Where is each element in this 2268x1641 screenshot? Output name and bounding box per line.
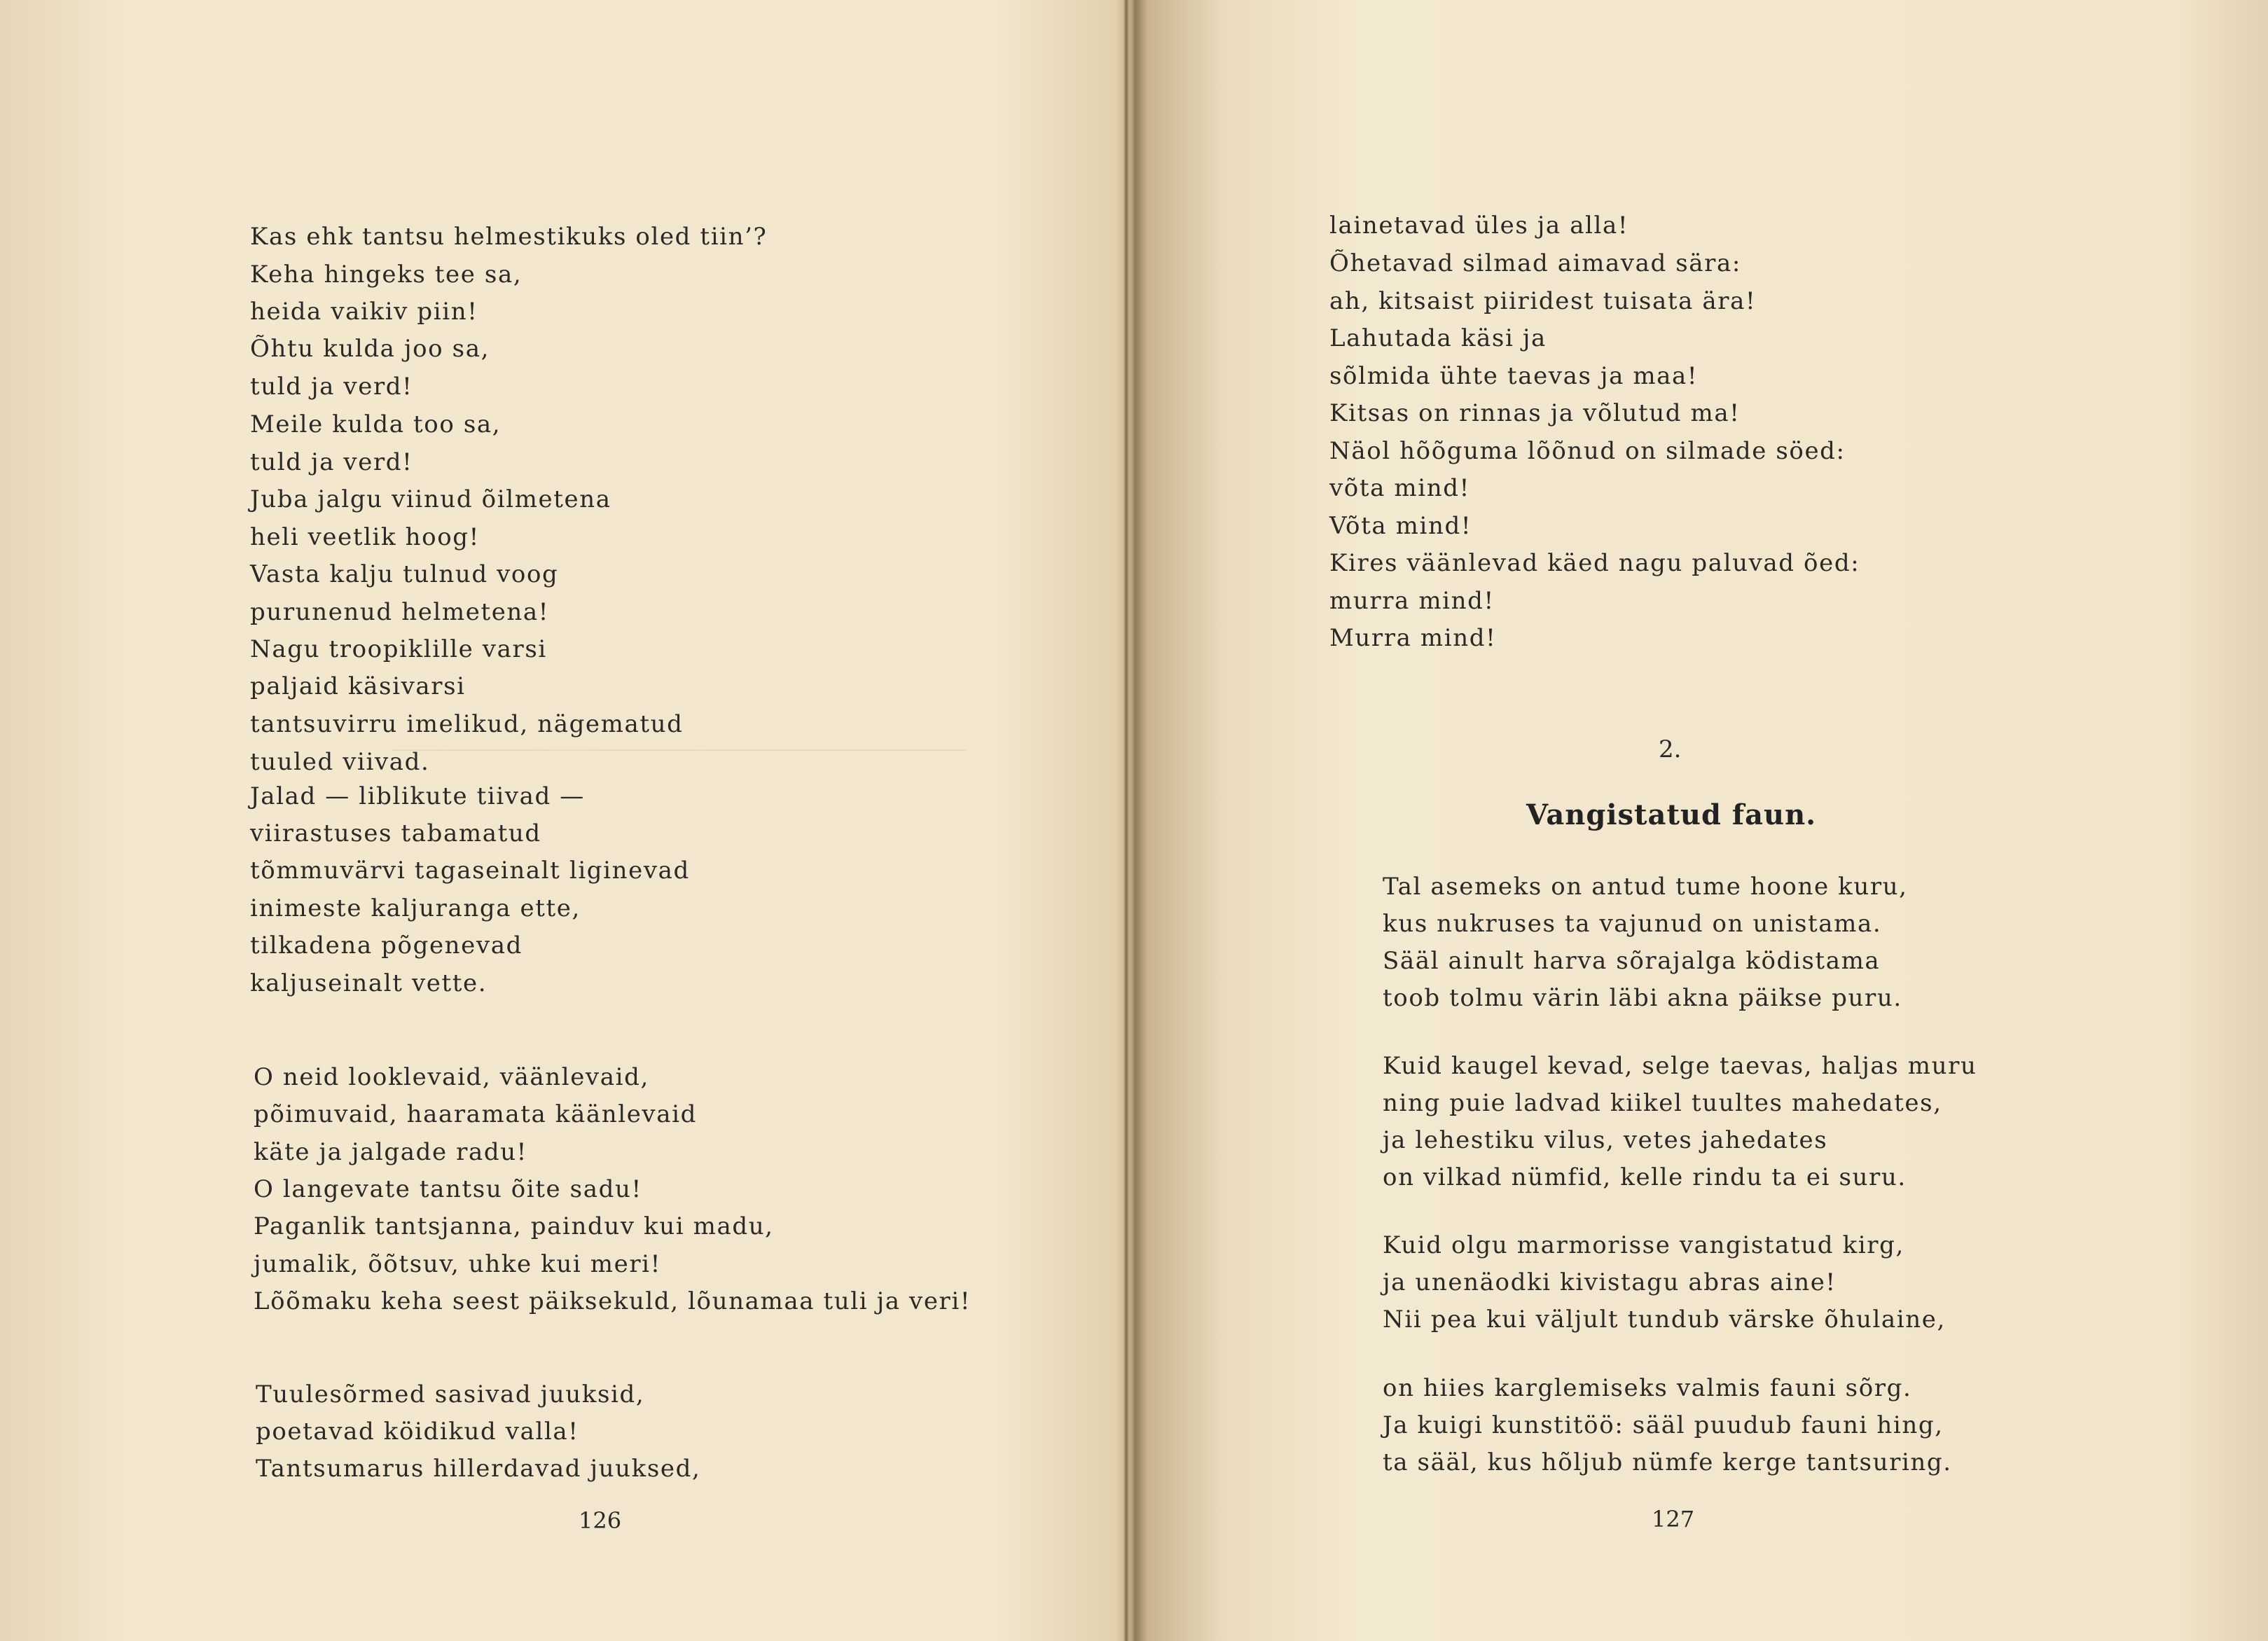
poem-line: kaljuseinalt vette. — [250, 969, 488, 997]
poem-line: inimeste kaljuranga ette, — [250, 894, 581, 922]
poem-line: Paganlik tantsjanna, painduv kui madu, — [254, 1212, 774, 1240]
page-number: 127 — [1652, 1506, 1695, 1532]
sonnet-line: Sääl ainult harva sõrajalga ködistama — [1383, 947, 1881, 975]
poem-line: tuld ja verd! — [250, 373, 413, 401]
left-page — [0, 0, 1129, 1641]
poem-line: Vasta kalju tulnud voog — [250, 560, 559, 588]
poem-line: Kitsas on rinnas ja võlutud ma! — [1329, 399, 1741, 427]
sonnet-line: on vilkad nümfid, kelle rindu ta ei suru. — [1383, 1163, 1907, 1191]
poem-line: tantsuvirru imelikud, nägematud — [250, 710, 684, 738]
sonnet-line: Nii pea kui väljult tundub värske õhulaine, — [1383, 1306, 1946, 1334]
poem-line: Õhetavad silmad aimavad sära: — [1329, 249, 1741, 277]
poem-line: Kires väänlevad käed nagu paluvad õed: — [1329, 549, 1860, 577]
poem-line: tuld ja verd! — [250, 448, 413, 476]
poem-line: purunenud helmetena! — [250, 598, 550, 626]
poem-line: viirastuses tabamatud — [250, 819, 541, 847]
poem-line: Kas ehk tantsu helmestikuks oled tiin’? — [250, 223, 768, 251]
poem-line: O neid looklevaid, väänlevaid, — [254, 1063, 649, 1091]
poem-line: paljaid käsivarsi — [250, 672, 466, 700]
poem-line: Näol hõõguma lõõnud on silmade söed: — [1329, 437, 1846, 465]
poem-line: heida vaikiv piin! — [250, 298, 478, 326]
sonnet-line: toob tolmu värin läbi akna päikse puru. — [1383, 984, 1902, 1012]
poem-line: heli veetlik hoog! — [250, 523, 480, 551]
sonnet-line: Kuid kaugel kevad, selge taevas, haljas muru — [1383, 1052, 1977, 1080]
sonnet-line: ja unenäodki kivistagu abras aine! — [1383, 1268, 1837, 1296]
sonnet-line: ja lehestiku vilus, vetes jahedates — [1383, 1126, 1828, 1154]
poem-line: tilkadena põgenevad — [250, 932, 523, 960]
sonnet-line: ning puie ladvad kiikel tuultes mahedates, — [1383, 1089, 1942, 1117]
poem-line: Murra mind! — [1329, 624, 1497, 652]
sonnet-line: ta sääl, kus hõljub nümfe kerge tantsuring. — [1383, 1448, 1952, 1476]
poem-line: Võta mind! — [1329, 512, 1472, 540]
right-page — [1139, 0, 2268, 1641]
poem-line: poetavad köidikud valla! — [256, 1418, 579, 1446]
poem-line: jumalik, õõtsuv, uhke kui meri! — [254, 1250, 661, 1278]
poem-line: tõmmuvärvi tagaseinalt liginevad — [250, 857, 690, 885]
poem-line: Juba jalgu viinud õilmetena — [250, 485, 611, 513]
page-number: 126 — [579, 1507, 622, 1534]
section-title: Vangistatud faun. — [1526, 798, 1817, 831]
poem-line: Tantsumarus hillerdavad juuksed, — [256, 1455, 701, 1483]
poem-line: Nagu troopiklille varsi — [250, 635, 547, 663]
poem-line: Jalad — liblikute tiivad — — [250, 782, 585, 810]
poem-line: tuuled viivad. — [250, 748, 430, 776]
poem-line: käte ja jalgade radu! — [254, 1138, 527, 1166]
poem-line: Lõõmaku keha seest päiksekuld, lõunamaa tuli ja veri! — [254, 1287, 971, 1315]
poem-line: Keha hingeks tee sa, — [250, 261, 523, 289]
sonnet-line: Tal asemeks on antud tume hoone kuru, — [1383, 873, 1908, 901]
poem-line: Tuulesõrmed sasivad juuksid, — [256, 1380, 645, 1408]
section-number: 2. — [1659, 735, 1682, 763]
sonnet-line: on hiies karglemiseks valmis fauni sõrg. — [1383, 1374, 1912, 1402]
poem-line: põimuvaid, haaramata käänlevaid — [254, 1100, 697, 1128]
sonnet-line: Ja kuigi kunstitöö: sääl puudub fauni hing, — [1383, 1411, 1944, 1439]
sonnet-line: kus nukruses ta vajunud on unistama. — [1383, 910, 1882, 938]
poem-line: võta mind! — [1329, 474, 1470, 502]
poem-line: Meile kulda too sa, — [250, 410, 502, 438]
poem-line: murra mind! — [1329, 587, 1495, 615]
poem-line: Õhtu kulda joo sa, — [250, 335, 490, 363]
poem-line: Lahutada käsi ja — [1329, 324, 1547, 352]
sonnet-line: Kuid olgu marmorisse vangistatud kirg, — [1383, 1231, 1904, 1259]
poem-line: lainetavad üles ja alla! — [1329, 212, 1629, 240]
poem-line: O langevate tantsu õite sadu! — [254, 1175, 642, 1203]
poem-line: sõlmida ühte taevas ja maa! — [1329, 362, 1699, 390]
poem-line: ah, kitsaist piiridest tuisata ära! — [1329, 287, 1757, 315]
